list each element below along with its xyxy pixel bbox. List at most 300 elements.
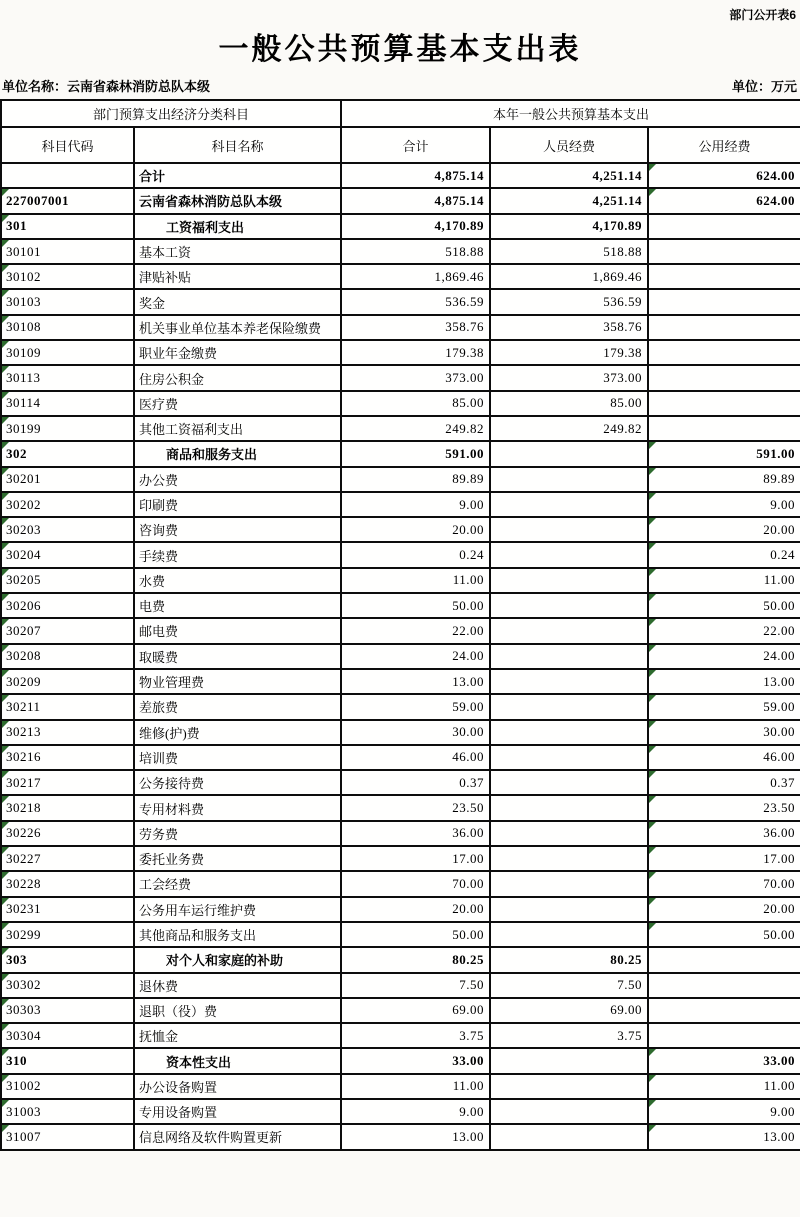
error-indicator-triangle-icon — [2, 366, 9, 373]
cell-name — [134, 821, 341, 846]
cell-text-total: 179.38 — [445, 344, 485, 360]
cell-name — [134, 998, 341, 1023]
cell-personnel — [490, 214, 648, 239]
cell-text-name: 职业年金缴费 — [139, 346, 218, 362]
cell-text-total: 24.00 — [452, 648, 485, 664]
cell-total — [341, 669, 490, 694]
cell-public — [648, 897, 800, 922]
error-indicator-triangle-icon — [649, 594, 656, 601]
cell-text-total: 22.00 — [452, 622, 485, 638]
error-indicator-triangle-icon — [2, 493, 9, 500]
cell-text-total: 80.25 — [452, 951, 485, 967]
cell-text-code: 30217 — [6, 774, 41, 790]
cell-text-public: 46.00 — [763, 749, 796, 765]
table-row — [1, 846, 800, 871]
cell-text-code: 30213 — [6, 724, 41, 740]
cell-text-public: 0.37 — [770, 774, 796, 790]
cell-name — [134, 1099, 341, 1124]
cell-public — [648, 340, 800, 365]
cell-code — [1, 1023, 134, 1048]
cell-code — [1, 998, 134, 1023]
cell-text-public: 50.00 — [763, 926, 796, 942]
cell-text-total: 536.59 — [445, 294, 485, 310]
cell-name — [134, 973, 341, 998]
cell-text-total: 4,875.14 — [434, 167, 485, 183]
cell-public — [648, 214, 800, 239]
cell-public — [648, 1023, 800, 1048]
table-row — [1, 947, 800, 972]
cell-public — [648, 593, 800, 618]
cell-code — [1, 973, 134, 998]
error-indicator-triangle-icon — [2, 442, 9, 449]
cell-text-code: 303 — [6, 951, 27, 967]
cell-public — [648, 264, 800, 289]
cell-code — [1, 669, 134, 694]
cell-public — [648, 618, 800, 643]
cell-public — [648, 1074, 800, 1099]
cell-text-code: 31007 — [6, 1128, 41, 1144]
cell-public — [648, 846, 800, 871]
error-indicator-triangle-icon — [2, 847, 9, 854]
cell-text-personnel: 4,170.89 — [592, 218, 643, 234]
cell-personnel — [490, 795, 648, 820]
cell-text-name: 电费 — [139, 599, 166, 615]
cell-personnel — [490, 517, 648, 542]
cell-total — [341, 694, 490, 719]
cell-name — [134, 517, 341, 542]
cell-text-code: 30216 — [6, 749, 41, 765]
table-row — [1, 618, 800, 643]
cell-text-code: 30304 — [6, 1027, 41, 1043]
cell-text-code: 30209 — [6, 673, 41, 689]
error-indicator-triangle-icon — [649, 771, 656, 778]
cell-public — [648, 467, 800, 492]
error-indicator-triangle-icon — [649, 189, 656, 196]
error-indicator-triangle-icon — [649, 1100, 656, 1107]
error-indicator-triangle-icon — [2, 594, 9, 601]
cell-code — [1, 593, 134, 618]
table-row — [1, 998, 800, 1023]
unit-name-label: 单位名称：云南省森林消防总队本级 — [2, 79, 211, 94]
cell-public — [648, 720, 800, 745]
cell-text-total: 69.00 — [452, 1002, 485, 1018]
cell-total — [341, 391, 490, 416]
budget-table — [0, 99, 800, 1151]
cell-text-personnel: 4,251.14 — [592, 192, 643, 208]
cell-text-total: 17.00 — [452, 850, 485, 866]
table-row — [1, 1048, 800, 1073]
cell-public — [648, 517, 800, 542]
cell-code — [1, 846, 134, 871]
cell-personnel — [490, 239, 648, 264]
cell-total — [341, 315, 490, 340]
cell-text-public: 36.00 — [763, 825, 796, 841]
cell-total — [341, 163, 490, 188]
table-row — [1, 365, 800, 390]
cell-text-name: 信息网络及软件购置更新 — [139, 1130, 283, 1146]
error-indicator-triangle-icon — [2, 1075, 9, 1082]
cell-text-public: 22.00 — [763, 622, 796, 638]
cell-name — [134, 1074, 341, 1099]
error-indicator-triangle-icon — [649, 898, 656, 905]
error-indicator-triangle-icon — [649, 872, 656, 879]
cell-name — [134, 239, 341, 264]
cell-text-total: 59.00 — [452, 698, 485, 714]
cell-personnel — [490, 947, 648, 972]
cell-name — [134, 1048, 341, 1073]
cell-text-personnel: 1,869.46 — [592, 268, 643, 284]
cell-code — [1, 542, 134, 567]
column-header-code: 科目代码 — [1, 127, 134, 163]
cell-text-personnel: 179.38 — [603, 344, 643, 360]
cell-code — [1, 922, 134, 947]
cell-text-code: 30203 — [6, 521, 41, 537]
cell-public — [648, 1048, 800, 1073]
cell-total — [341, 1124, 490, 1149]
cell-personnel — [490, 188, 648, 213]
cell-total — [341, 745, 490, 770]
error-indicator-triangle-icon — [649, 543, 656, 550]
cell-personnel — [490, 1048, 648, 1073]
cell-name — [134, 441, 341, 466]
error-indicator-triangle-icon — [649, 923, 656, 930]
cell-code — [1, 340, 134, 365]
cell-text-personnel: 69.00 — [610, 1002, 643, 1018]
error-indicator-triangle-icon — [2, 974, 9, 981]
cell-text-name: 办公费 — [139, 472, 179, 488]
cell-text-name: 其他商品和服务支出 — [139, 928, 257, 944]
cell-personnel — [490, 365, 648, 390]
cell-public — [648, 871, 800, 896]
cell-text-personnel: 85.00 — [610, 395, 643, 411]
cell-code — [1, 947, 134, 972]
column-header-row — [1, 127, 800, 163]
cell-text-public: 20.00 — [763, 901, 796, 917]
error-indicator-triangle-icon — [649, 746, 656, 753]
column-header-public: 公用经费 — [648, 127, 800, 163]
error-indicator-triangle-icon — [2, 670, 9, 677]
cell-text-total: 3.75 — [459, 1027, 485, 1043]
cell-text-total: 20.00 — [452, 521, 485, 537]
cell-text-public: 17.00 — [763, 850, 796, 866]
cell-text-public: 89.89 — [763, 471, 796, 487]
column-header-name: 科目名称 — [134, 127, 341, 163]
cell-total — [341, 1074, 490, 1099]
cell-personnel — [490, 745, 648, 770]
error-indicator-triangle-icon — [2, 189, 9, 196]
error-indicator-triangle-icon — [649, 1125, 656, 1132]
cell-personnel — [490, 720, 648, 745]
table-row — [1, 467, 800, 492]
cell-text-name: 委托业务费 — [139, 852, 205, 868]
cell-name — [134, 365, 341, 390]
cell-text-code: 30302 — [6, 977, 41, 993]
table-row — [1, 694, 800, 719]
cell-total — [341, 239, 490, 264]
cell-text-name: 基本工资 — [139, 245, 192, 261]
cell-text-total: 36.00 — [452, 825, 485, 841]
cell-text-name: 差旅费 — [139, 700, 179, 716]
cell-code — [1, 492, 134, 517]
cell-text-name: 公务接待费 — [139, 776, 205, 792]
cell-personnel — [490, 618, 648, 643]
cell-total — [341, 998, 490, 1023]
cell-public — [648, 365, 800, 390]
cell-total — [341, 568, 490, 593]
cell-name — [134, 745, 341, 770]
cell-personnel — [490, 416, 648, 441]
cell-personnel — [490, 163, 648, 188]
cell-text-code: 30299 — [6, 926, 41, 942]
error-indicator-triangle-icon — [649, 721, 656, 728]
table-row — [1, 922, 800, 947]
cell-text-name: 公务用车运行维护费 — [139, 902, 257, 918]
table-header — [1, 100, 800, 163]
table-row — [1, 593, 800, 618]
cell-text-name: 资本性支出 — [166, 1054, 232, 1070]
currency-unit-label: 单位：万元 — [731, 79, 797, 94]
error-indicator-triangle-icon — [649, 645, 656, 652]
cell-text-total: 23.50 — [452, 800, 485, 816]
cell-text-code: 30208 — [6, 648, 41, 664]
error-indicator-triangle-icon — [2, 999, 9, 1006]
cell-text-total: 70.00 — [452, 875, 485, 891]
cell-public — [648, 644, 800, 669]
cell-text-total: 0.37 — [459, 774, 485, 790]
cell-code — [1, 618, 134, 643]
cell-public — [648, 391, 800, 416]
error-indicator-triangle-icon — [2, 796, 9, 803]
cell-name — [134, 871, 341, 896]
cell-text-name: 手续费 — [139, 548, 179, 564]
cell-text-total: 11.00 — [452, 572, 485, 588]
cell-public — [648, 568, 800, 593]
cell-text-public: 591.00 — [756, 445, 796, 461]
cell-personnel — [490, 669, 648, 694]
cell-public — [648, 163, 800, 188]
cell-code — [1, 214, 134, 239]
cell-text-name: 商品和服务支出 — [166, 447, 258, 463]
cell-text-code: 30101 — [6, 243, 41, 259]
cell-text-total: 85.00 — [452, 395, 485, 411]
error-indicator-triangle-icon — [649, 822, 656, 829]
cell-text-total: 9.00 — [459, 496, 485, 512]
cell-total — [341, 846, 490, 871]
table-body — [1, 163, 800, 1150]
cell-total — [341, 214, 490, 239]
cell-public — [648, 188, 800, 213]
cell-text-total: 50.00 — [452, 597, 485, 613]
cell-code — [1, 897, 134, 922]
cell-text-total: 7.50 — [459, 977, 485, 993]
cell-total — [341, 264, 490, 289]
error-indicator-triangle-icon — [2, 468, 9, 475]
cell-name — [134, 315, 341, 340]
cell-personnel — [490, 694, 648, 719]
cell-code — [1, 1124, 134, 1149]
cell-text-name: 奖金 — [139, 295, 166, 311]
cell-text-public: 624.00 — [756, 192, 796, 208]
cell-text-total: 4,875.14 — [434, 192, 485, 208]
cell-name — [134, 214, 341, 239]
cell-text-total: 1,869.46 — [434, 268, 485, 284]
error-indicator-triangle-icon — [649, 670, 656, 677]
cell-personnel — [490, 340, 648, 365]
error-indicator-triangle-icon — [649, 164, 656, 171]
error-indicator-triangle-icon — [2, 316, 9, 323]
cell-code — [1, 1099, 134, 1124]
cell-name — [134, 188, 341, 213]
cell-code — [1, 720, 134, 745]
cell-text-code: 30103 — [6, 294, 41, 310]
cell-name — [134, 846, 341, 871]
error-indicator-triangle-icon — [2, 417, 9, 424]
cell-text-code: 30109 — [6, 344, 41, 360]
cell-text-name: 工会经费 — [139, 877, 192, 893]
cell-text-public: 70.00 — [763, 875, 796, 891]
cell-personnel — [490, 593, 648, 618]
cell-text-total: 20.00 — [452, 901, 485, 917]
cell-public — [648, 542, 800, 567]
error-indicator-triangle-icon — [2, 1049, 9, 1056]
cell-total — [341, 897, 490, 922]
cell-text-name: 医疗费 — [139, 396, 179, 412]
error-indicator-triangle-icon — [2, 569, 9, 576]
cell-text-code: 31003 — [6, 1103, 41, 1119]
cell-total — [341, 365, 490, 390]
cell-text-name: 印刷费 — [139, 498, 179, 513]
cell-name — [134, 644, 341, 669]
cell-text-code: 30205 — [6, 572, 41, 588]
cell-personnel — [490, 871, 648, 896]
cell-personnel — [490, 973, 648, 998]
cell-name — [134, 694, 341, 719]
error-indicator-triangle-icon — [649, 796, 656, 803]
cell-total — [341, 467, 490, 492]
table-row — [1, 214, 800, 239]
cell-total — [341, 542, 490, 567]
cell-code — [1, 644, 134, 669]
cell-name — [134, 163, 341, 188]
cell-text-name: 培训费 — [139, 750, 179, 766]
error-indicator-triangle-icon — [2, 746, 9, 753]
cell-text-public: 59.00 — [763, 698, 796, 714]
cell-text-code: 30226 — [6, 825, 41, 841]
cell-personnel — [490, 821, 648, 846]
cell-text-total: 518.88 — [445, 243, 485, 259]
cell-public — [648, 1124, 800, 1149]
cell-public — [648, 669, 800, 694]
cell-text-total: 9.00 — [459, 1103, 485, 1119]
error-indicator-triangle-icon — [2, 1024, 9, 1031]
cell-public — [648, 770, 800, 795]
cell-personnel — [490, 542, 648, 567]
cell-name — [134, 947, 341, 972]
cell-text-total: 249.82 — [445, 420, 485, 436]
cell-text-code: 30204 — [6, 547, 41, 563]
table-row — [1, 1023, 800, 1048]
cell-text-code: 310 — [6, 1053, 27, 1069]
error-indicator-triangle-icon — [649, 569, 656, 576]
cell-text-code: 30113 — [6, 370, 41, 386]
cell-text-name: 对个人和家庭的补助 — [166, 953, 284, 969]
table-row — [1, 795, 800, 820]
cell-text-public: 24.00 — [763, 648, 796, 664]
cell-name — [134, 264, 341, 289]
cell-text-code: 30228 — [6, 875, 41, 891]
table-row — [1, 391, 800, 416]
cell-text-name: 邮电费 — [139, 624, 179, 640]
cell-text-public: 9.00 — [770, 496, 796, 512]
cell-personnel — [490, 1074, 648, 1099]
cell-total — [341, 871, 490, 896]
cell-personnel — [490, 441, 648, 466]
cell-public — [648, 947, 800, 972]
table-row — [1, 239, 800, 264]
cell-code — [1, 239, 134, 264]
error-indicator-triangle-icon — [2, 1100, 9, 1107]
cell-public — [648, 239, 800, 264]
cell-text-code: 30218 — [6, 800, 41, 816]
error-indicator-triangle-icon — [2, 898, 9, 905]
cell-text-code: 30108 — [6, 319, 41, 335]
cell-code — [1, 188, 134, 213]
cell-code — [1, 289, 134, 314]
cell-name — [134, 1124, 341, 1149]
error-indicator-triangle-icon — [2, 1125, 9, 1132]
cell-text-name: 退休费 — [139, 978, 179, 994]
cell-total — [341, 1023, 490, 1048]
cell-code — [1, 1074, 134, 1099]
cell-name — [134, 897, 341, 922]
cell-text-total: 46.00 — [452, 749, 485, 765]
cell-name — [134, 492, 341, 517]
table-row — [1, 492, 800, 517]
cell-personnel — [490, 289, 648, 314]
cell-name — [134, 618, 341, 643]
table-row — [1, 770, 800, 795]
cell-personnel — [490, 467, 648, 492]
cell-text-name: 办公设备购置 — [139, 1079, 218, 1095]
cell-text-name: 津贴补贴 — [139, 270, 192, 286]
cell-personnel — [490, 897, 648, 922]
cell-total — [341, 340, 490, 365]
error-indicator-triangle-icon — [649, 442, 656, 449]
cell-text-name: 工资福利支出 — [166, 219, 245, 235]
error-indicator-triangle-icon — [649, 493, 656, 500]
cell-text-public: 13.00 — [763, 673, 796, 689]
cell-text-code: 301 — [6, 218, 27, 234]
cell-personnel — [490, 264, 648, 289]
cell-text-personnel: 4,251.14 — [592, 167, 643, 183]
cell-personnel — [490, 770, 648, 795]
cell-text-total: 358.76 — [445, 319, 485, 335]
cell-name — [134, 542, 341, 567]
error-indicator-triangle-icon — [649, 518, 656, 525]
table-row — [1, 871, 800, 896]
cell-total — [341, 289, 490, 314]
cell-text-code: 30206 — [6, 597, 41, 613]
cell-text-code: 30102 — [6, 268, 41, 284]
error-indicator-triangle-icon — [2, 948, 9, 955]
cell-text-code: 30231 — [6, 901, 41, 917]
cell-text-total: 4,170.89 — [434, 218, 485, 234]
group-header-basic-expenditure: 本年一般公共预算基本支出 — [341, 100, 800, 127]
table-row — [1, 745, 800, 770]
error-indicator-triangle-icon — [2, 695, 9, 702]
cell-text-total: 30.00 — [452, 724, 485, 740]
cell-text-public: 0.24 — [770, 547, 796, 563]
